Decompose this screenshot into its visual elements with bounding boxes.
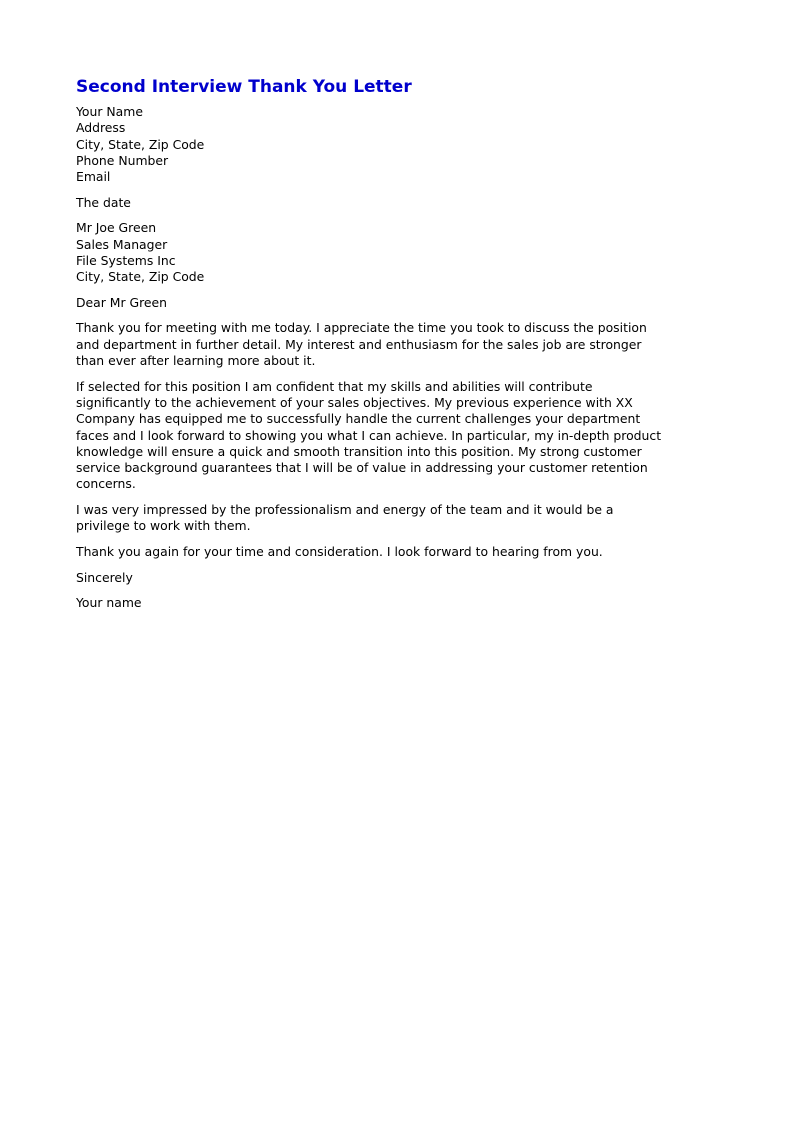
paragraph-line: service background guarantees that I will be of value in addressing your customer retention [76,460,648,476]
paragraph-line: faces and I look forward to showing you what I can achieve. In particular, my in-depth product [76,427,662,443]
paragraph-line: and department in further detail. My interest and enthusiasm for the sales job are stronger [76,336,642,352]
paragraph-line: If selected for this position I am confident that my skills and abilities will contribute [76,378,593,394]
body-paragraph-3 [76,502,736,535]
body-paragraph-2 [76,379,736,493]
recipient-name: Mr Joe Green [76,220,157,236]
paragraph-line: Company has equipped me to successfully handle the current challenges your department [76,411,641,427]
date-text: The date [76,194,131,210]
body-paragraph-4 [76,544,736,560]
closing-text: Sincerely [76,569,133,585]
letter-date [76,195,736,211]
sender-name: Your Name [76,104,143,119]
paragraph-line: I was very impressed by the professionalism and energy of the team and it would be a [76,502,614,518]
salutation-text: Dear Mr Green [76,294,168,310]
sender-address [76,104,736,185]
paragraph-line: concerns. [76,476,136,492]
paragraph-line: Thank you again for your time and consideration. I look forward to hearing from you. [76,543,603,559]
sender-email: Email [76,169,111,185]
salutation [76,295,736,311]
recipient-address [76,220,736,285]
sender-phone: Phone Number [76,152,169,168]
paragraph-line: significantly to the achievement of your sales objectives. My previous experience with XX [76,394,633,410]
signature-text: Your name [76,595,142,611]
recipient-title: Sales Manager [76,236,168,252]
page-title: Second Interview Thank You Letter [76,77,412,97]
signature [76,595,736,611]
paragraph-line: than ever after learning more about it. [76,353,316,369]
sender-address-line: Address [76,120,126,136]
body-paragraph-1 [76,320,736,369]
closing [76,570,736,586]
paragraph-line: knowledge will ensure a quick and smooth transition into this position. My strong customer [76,443,642,459]
sender-city-state-zip: City, State, Zip Code [76,136,205,152]
paragraph-line: Thank you for meeting with me today. I appreciate the time you took to discuss the position [76,320,647,336]
paragraph-line: privilege to work with them. [76,518,251,534]
recipient-city-state-zip: City, State, Zip Code [76,269,205,285]
recipient-company: File Systems Inc [76,252,176,268]
letter-page [76,76,736,621]
